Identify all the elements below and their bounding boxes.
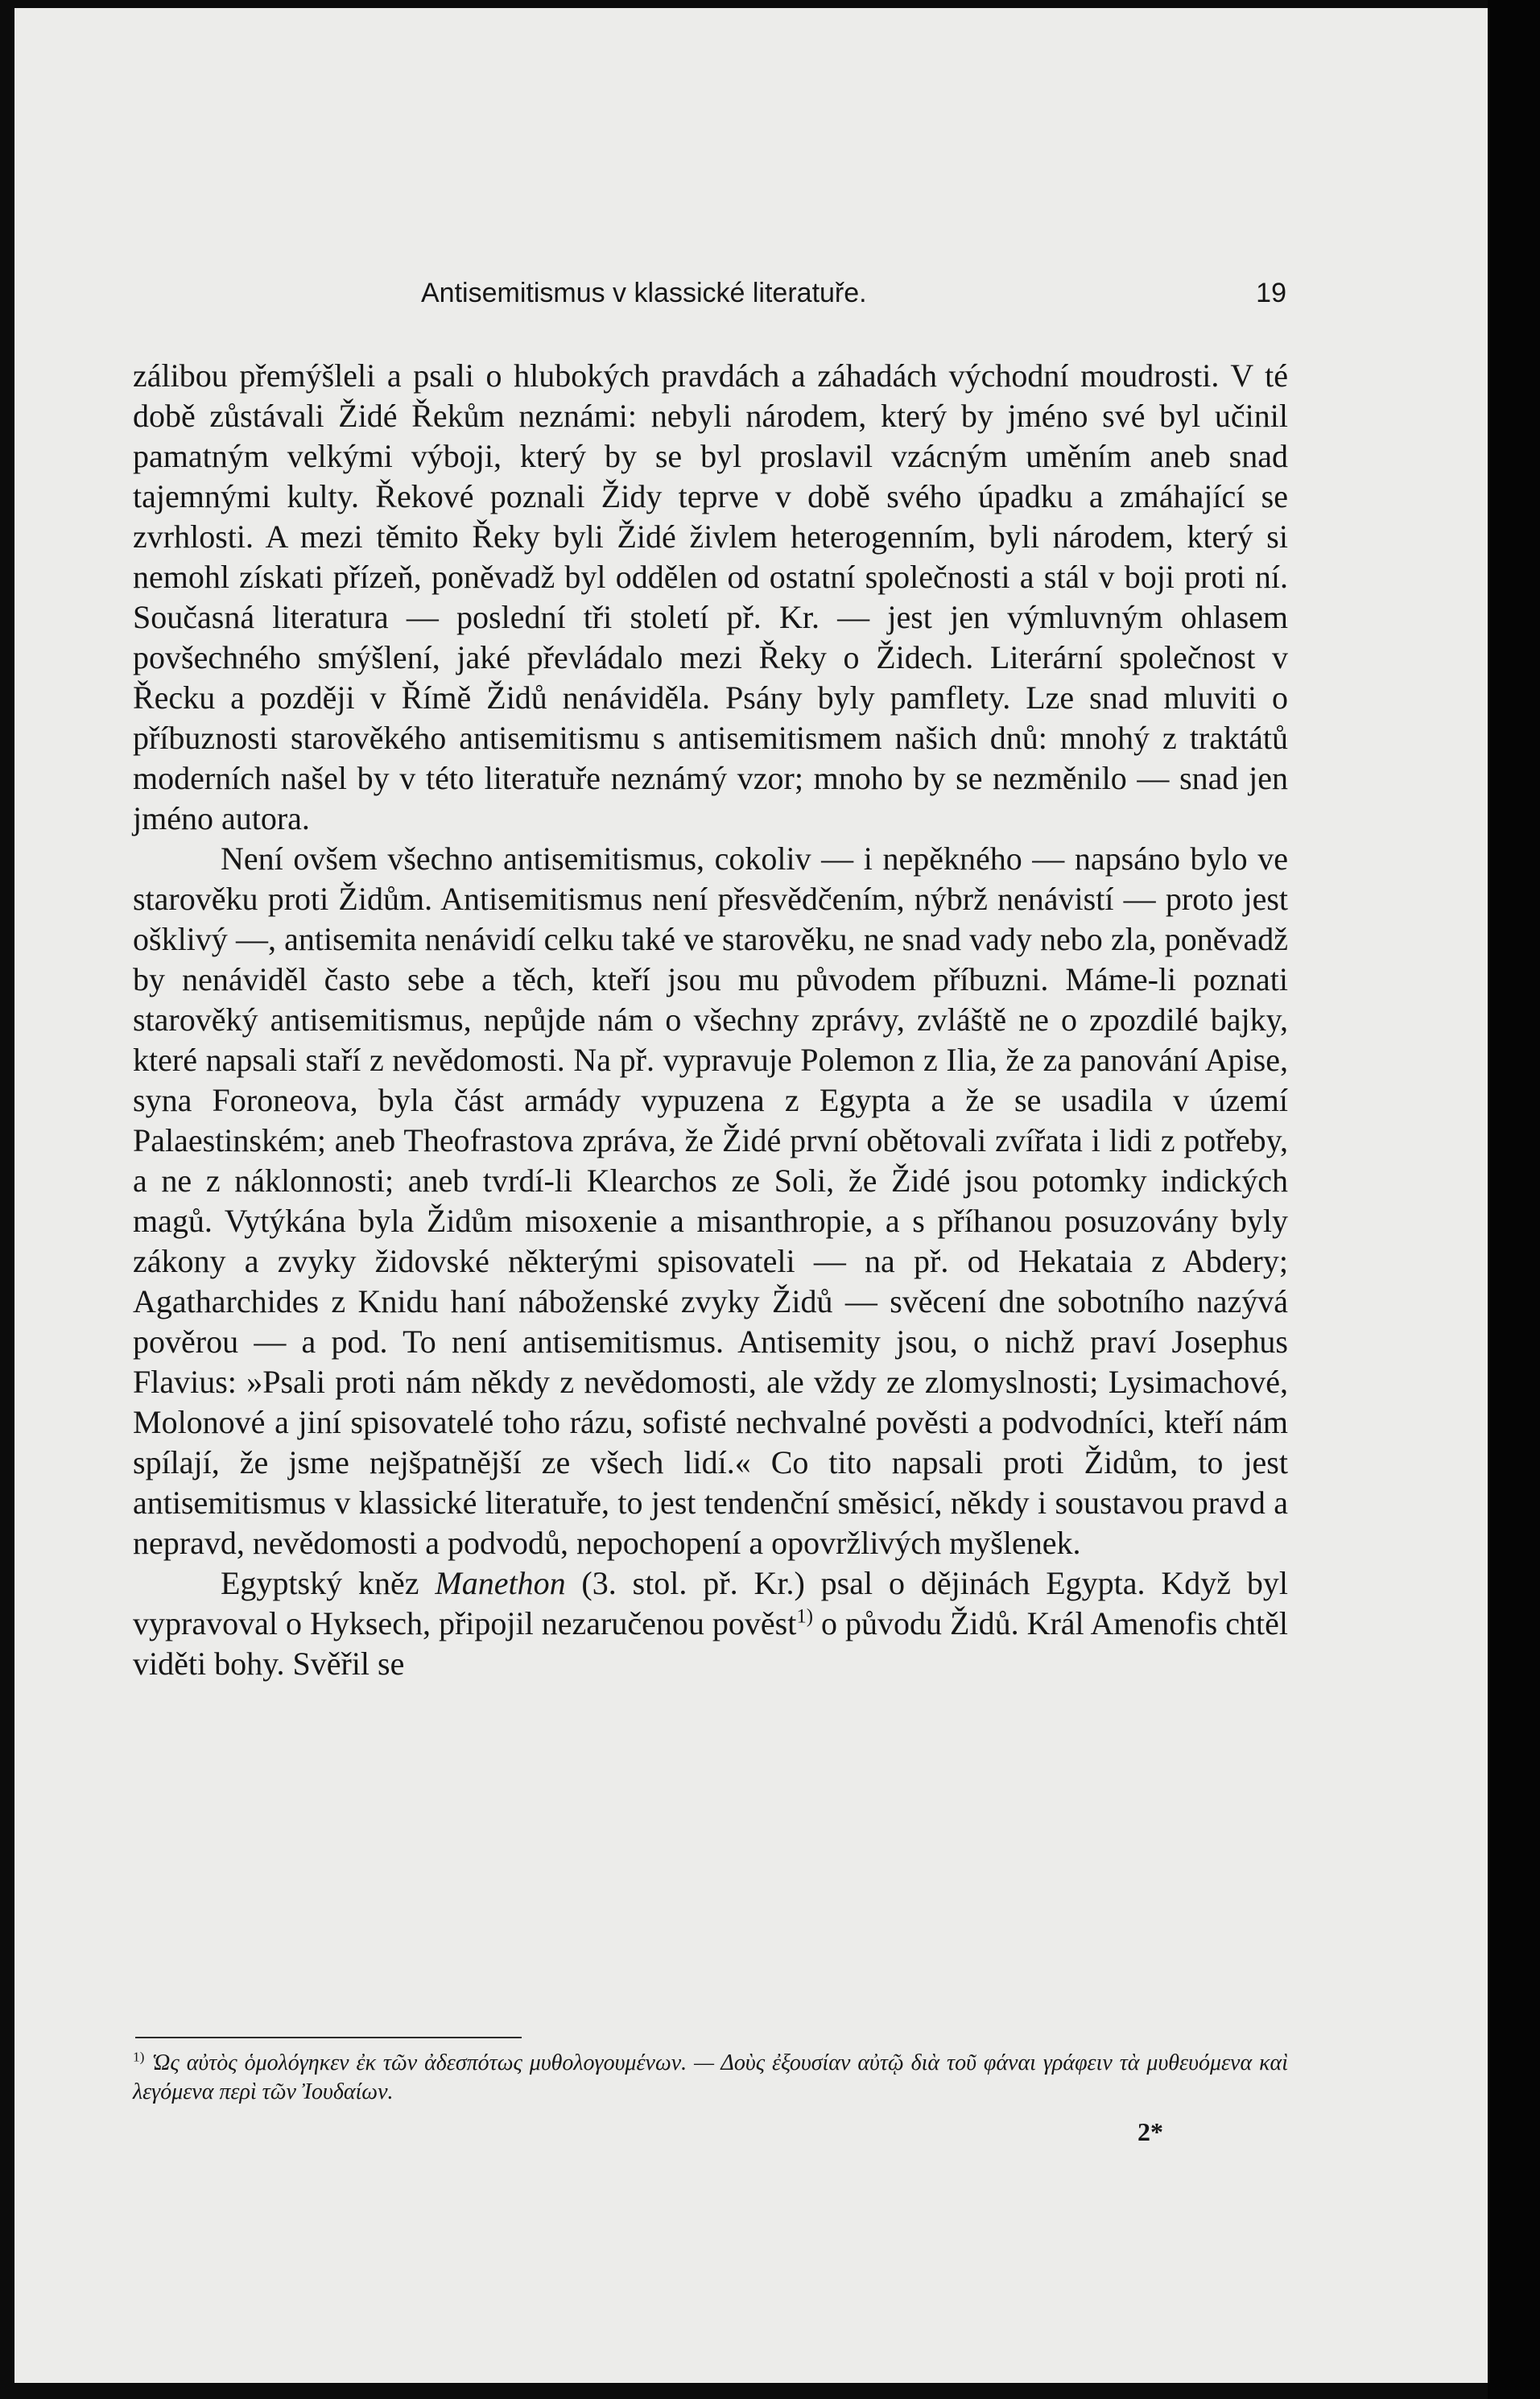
author-name-manethon: Manethon (435, 1565, 566, 1601)
paragraph-3-lead: Egyptský kněz (221, 1565, 436, 1601)
body-text (133, 356, 1288, 1684)
footnote-marker: 1) (133, 2049, 145, 2065)
paragraph-1: zálibou přemýšleli a psali o hlubokých pravdách a záhadách východní moudrosti. V té době zůstávali Židé Řekům neznámi: nebyli národem, který by jméno své byl učinil pamatným velkými výboji, který by se byl proslavil vzácným uměním aneb snad tajemnými kulty. Řekové poznali Židy teprve v době svého úpadku a zmáhající se zvrhlosti. A mezi těmito Řeky byli Židé živlem heterogenním, byli národem, který si nemohl získati přízeň, poněvadž byl oddělen od ostatní společnosti a stál v boji proti ní. Současná literatura — poslední tři století př. Kr. — jest jen výmluvným ohlasem povšechného smýšlení, jaké převládalo mezi Řeky o Židech. Literární společnost v Řecku a později v Římě Židů nenáviděla. Psány byly pamflety. Lze snad mluviti o příbuznosti starověkého antisemitismu s antisemitismem našich dnů: mnohý z traktátů moderních našel by v této literatuře neznámý vzor; mnoho by se nezměnilo — snad jen jméno autora. (133, 357, 1288, 836)
footnote (133, 2049, 1288, 2107)
footnote-text: Ὡς αὐτὸς ὁμολόγηκεν ἐκ τῶν ἀδεσπότως μυθολογουμένων. — Δοὺς ἐξουσίαν αὐτῷ διὰ τοῦ φάναι γράφειν τὰ μυθευόμενα καὶ λεγόμενα περὶ τῶν Ἰουδαίων. (133, 2050, 1289, 2104)
printer-signature-mark: 2* (1137, 2117, 1163, 2146)
footnote-divider (135, 2037, 522, 2038)
paragraph-3-middle: (3. stol. př. Kr.) psal o dějinách Egypta. Když byl vypravoval o Hyksech, připojil nezaručenou pověst (133, 1565, 1289, 1641)
paragraph-3-tail: o původu Židů. Král Amenofis chtěl viděti bohy. Svěřil se (133, 1605, 1288, 1682)
running-title: Antisemitismus v klassické literatuře. (421, 278, 867, 308)
paragraph-2: Není ovšem všechno antisemitismus, cokoliv — i nepěkného — napsáno bylo ve starověku proti Židům. Antisemitismus není přesvědčením, nýbrž nenávistí — proto jest ošklivý —, antisemita nenávidí celku také ve starověku, ne snad vady nebo zla, poněvadž by nenáviděl často sebe a těch, kteří jsou mu původem příbuzni. Máme-li poznati starověký antisemitismus, nepůjde nám o všechny zprávy, zvláště ne o zpozdilé bajky, které napsali staří z nevědomosti. Na př. vypravuje Polemon z Ilia, že za panování Apise, syna Foroneova, byla část armády vypuzena z Egypta a že se usadila v území Palaestinském; aneb Theofrastova zpráva, že Židé první obětovali zvířata i lidi z potřeby, a ne z náklonnosti; aneb tvrdí-li Klearchos ze Soli, že Židé jsou potomky indických magů. Vytýkána byla Židům misoxenie a misanthropie, a s příhanou posuzovány byly zákony a zvyky židovské některými spisovateli — na př. od Hekataia z Abdery; Agatharchides z Knidu haní náboženské zvyky Židů — svěcení dne sobotního nazývá pověrou — a pod. To není antisemitismus. Antisemity jsou, o nichž praví Josephus Flavius: »Psali proti nám někdy z nevědomosti, ale vždy ze zlomyslnosti; Lysimachové, Molonové a jiní spisovatelé toho rázu, sofisté nechvalné pověsti a podvodníci, kteří nám spílají, že jsme nejšpatnější ze všech lidí.« Co tito napsali proti Židům, to jest antisemitismus v klassické literatuře, to jest tendenční směsicí, někdy i soustavou pravd a nepravd, nevědomosti a podvodů, nepochopení a opovržlivých myšlenek. (133, 840, 1288, 1561)
scan-edge (1488, 0, 1540, 2399)
paragraph-3 (133, 1563, 1288, 1684)
footnote-reference[interactable]: 1) (796, 1605, 813, 1628)
book-page (14, 8, 1488, 2383)
page-number: 19 (1256, 278, 1286, 308)
